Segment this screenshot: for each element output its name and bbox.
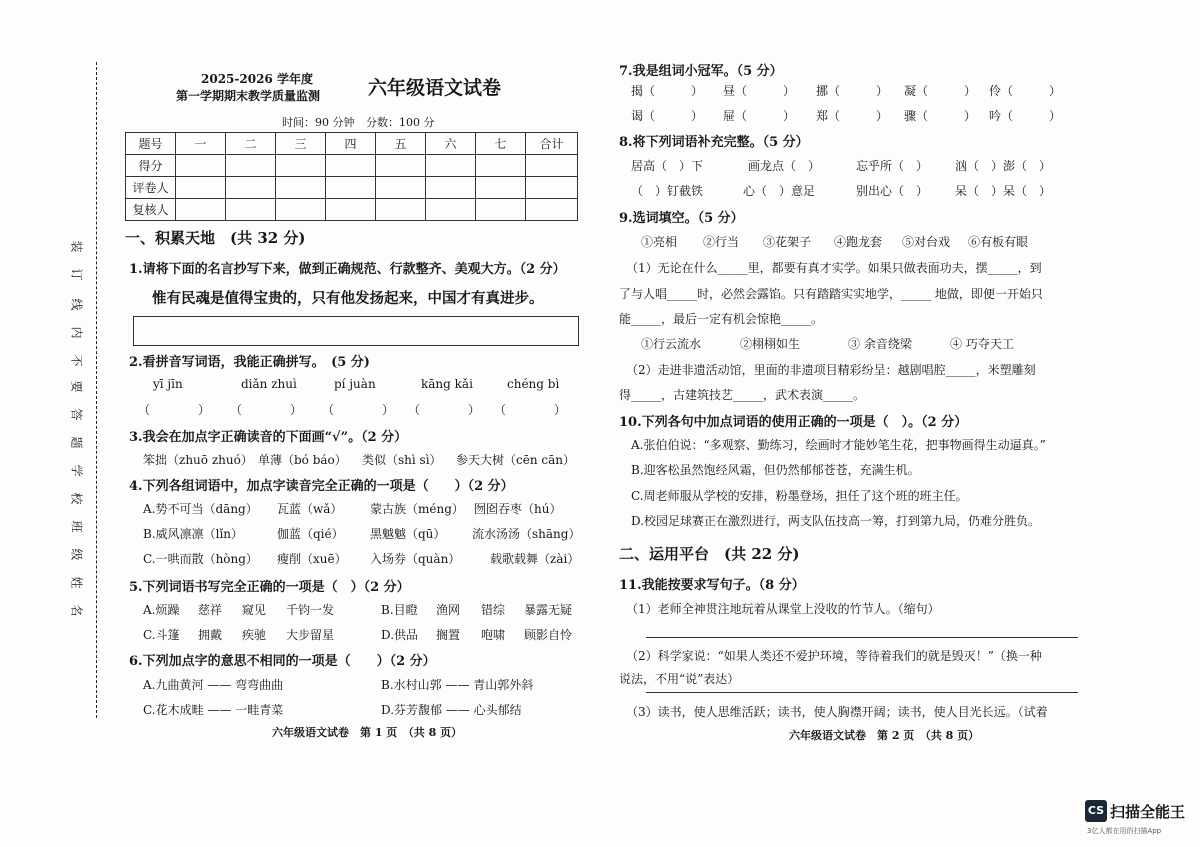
q5-word: 暴露无疑 (524, 603, 573, 617)
question-8: 8.将下列词语补充完整。（5 分） (619, 135, 809, 150)
q8-item[interactable]: 忘乎所（ ） (856, 159, 929, 173)
q8-item[interactable]: 呆（ ）呆（ ） (955, 184, 1052, 198)
q5-word: B.目瞪 (381, 603, 418, 617)
side-label: 班 (69, 520, 84, 533)
q4-option: 伽蓝（qié） (277, 527, 344, 541)
score-row-label: 评卷人 (126, 177, 176, 199)
watermark-tagline: 3亿人都在用的扫描App (1087, 827, 1162, 835)
question-5: 5.下列词语书写完全正确的一项是（ ）（2 分） (129, 580, 410, 595)
q6-option: D.芬芳馥郁 —— 心头郁结 (381, 703, 522, 717)
score-table (125, 132, 578, 221)
question-4: 4.下列各组词语中，加点字读音完全正确的一项是（ ）（2 分） (129, 479, 514, 494)
score-cell[interactable] (326, 199, 376, 221)
side-label: 内 (69, 326, 84, 339)
pinyin: pí juàn (334, 377, 376, 391)
q5-word: 疾驰 (242, 628, 267, 642)
score-header: 四 (326, 133, 376, 155)
side-label: 订 (69, 268, 84, 281)
score-header: 合计 (526, 133, 578, 155)
question-7: 7.我是组词小冠军。（5 分） (619, 64, 783, 79)
q5-word: C.斗篷 (143, 628, 180, 642)
q11-item: （3）读书，使人思维活跃；读书，使人胸襟开阔；读书，使人目光长远。（试着 (626, 705, 1048, 719)
score-cell[interactable] (176, 155, 226, 177)
score-cell[interactable] (276, 177, 326, 199)
q5-word: 顾影自怜 (524, 628, 573, 642)
q7-item[interactable]: 凝（ ） (904, 84, 977, 98)
answer-paren[interactable]: （ ） (230, 403, 303, 417)
side-label: 姓 (69, 576, 84, 589)
question-1: 1.请将下面的名言抄写下来，做到正确规范、行款整齐、美观大方。（2 分） (129, 262, 566, 277)
score-cell[interactable] (226, 199, 276, 221)
score-cell[interactable] (226, 177, 276, 199)
q7-item[interactable]: 吟（ ） (989, 109, 1062, 123)
score-header: 二 (226, 133, 276, 155)
side-label: 装 (69, 240, 84, 253)
q10-option: C.周老师服从学校的安排，粉墨登场，担任了这个班的班主任。 (631, 489, 968, 503)
binding-dashed-line (96, 62, 97, 718)
q10-option: A.张伯伯说：“多观察、勤练习，绘画时才能妙笔生花，把事物画得生动逼真。” (631, 438, 1046, 452)
score-cell[interactable] (526, 155, 578, 177)
q7-item[interactable]: 骤（ ） (904, 109, 977, 123)
q11-item: （1）老师全神贯注地玩着从课堂上没收的竹节人。（缩句） (626, 602, 940, 616)
answer-line[interactable] (646, 692, 1078, 693)
side-label: 名 (69, 604, 84, 617)
exam-time: 时间：90 分钟 (282, 116, 355, 129)
pinyin: yī jīn (153, 377, 183, 391)
school-year: 2025-2026 学年度 (201, 72, 313, 86)
score-header: 题号 (126, 133, 176, 155)
q3-item[interactable]: 笨拙（zhuō zhuó） (143, 453, 253, 467)
q3-item[interactable]: 单薄（bó báo） (258, 453, 347, 467)
score-cell[interactable] (226, 155, 276, 177)
q5-word: 慈祥 (198, 603, 223, 617)
quote-text: 惟有民魂是值得宝贵的，只有他发扬起来，中国才有真进步。 (152, 290, 544, 307)
score-cell[interactable] (426, 199, 476, 221)
q4-option: A.势不可当（dāng） (143, 502, 258, 516)
q4-option: C.一哄而散（hòng） (143, 552, 258, 566)
section-1-heading: 一、积累天地 (共 32 分) (125, 229, 306, 247)
q4-option: 蒙古族（méng） (370, 502, 464, 516)
question-10: 10.下列各句中加点词语的使用正确的一项是（ ）。（2 分） (619, 415, 968, 430)
exam-score: 分数：100 分 (366, 116, 435, 129)
q9-option: ⑥有板有眼 (968, 235, 1029, 249)
q4-option: 瓦蓝（wǎ） (277, 502, 343, 516)
q4-option: 载歌载舞（zài） (490, 552, 580, 566)
section-2-heading: 二、运用平台 (共 22 分) (619, 545, 800, 563)
score-cell[interactable] (276, 199, 326, 221)
side-label: 题 (69, 436, 84, 449)
question-6: 6.下列加点字的意思不相同的一项是（ ）（2 分） (129, 654, 436, 669)
side-label: 校 (69, 492, 84, 505)
q8-item[interactable]: 画龙点（ ） (748, 159, 821, 173)
score-header: 六 (426, 133, 476, 155)
q9-option: ①行云流水 (641, 337, 702, 351)
q7-item[interactable]: 挪（ ） (816, 84, 889, 98)
answer-paren[interactable]: （ ） (138, 403, 211, 417)
answer-paren[interactable]: （ ） (494, 403, 567, 417)
page-footer-right: 六年级语文试卷 第 2 页 （共 8 页） (789, 729, 980, 742)
q9-option: ②栩栩如生 (740, 337, 801, 351)
camscanner-logo-icon: CS (1085, 800, 1107, 822)
question-11: 11.我能按要求写句子。（8 分） (619, 578, 805, 593)
q8-item[interactable]: 别出心（ ） (856, 184, 929, 198)
score-header: 一 (176, 133, 226, 155)
q9-option: ④ 巧夺天工 (950, 337, 1014, 351)
answer-line[interactable] (646, 637, 1078, 638)
q6-option: C.花木成畦 —— 一畦青菜 (143, 703, 284, 717)
q5-word: A.烦躁 (143, 603, 180, 617)
q7-item[interactable]: 揭（ ） (631, 84, 704, 98)
side-label: 线 (69, 298, 84, 311)
q5-word: D.供品 (381, 628, 419, 642)
side-label: 答 (69, 408, 84, 421)
q6-option: A.九曲黄河 —— 弯弯曲曲 (143, 678, 284, 692)
side-label: 不 (69, 354, 84, 367)
q9-option: ③花架子 (763, 235, 812, 249)
score-header: 三 (276, 133, 326, 155)
q8-item[interactable]: 心（ ）意足 (743, 184, 816, 198)
q9-passage: 了与人唱_____时，必然会露馅。只有踏踏实实地学，_____ 地做，即便一开始只 (619, 287, 1043, 301)
q3-item[interactable]: 类似（shì sì） (362, 453, 442, 467)
score-cell[interactable] (476, 155, 526, 177)
score-cell[interactable] (476, 199, 526, 221)
q5-word: 大步留星 (286, 628, 335, 642)
q10-option: B.迎客松虽然饱经风霜，但仍然郁郁苍苍，充满生机。 (631, 463, 920, 477)
score-cell[interactable] (326, 177, 376, 199)
score-cell[interactable] (476, 177, 526, 199)
q9-option: ②行当 (703, 235, 740, 249)
q8-item[interactable]: 居高（ ）下 (631, 159, 704, 173)
q9-option: ⑤对台戏 (902, 235, 951, 249)
q5-word: 拥戴 (198, 628, 223, 642)
q9-option: ④跑龙套 (834, 235, 883, 249)
q7-item[interactable]: 昼（ ） (723, 84, 796, 98)
q3-item[interactable]: 参天大树（cēn cān） (456, 453, 575, 467)
score-header: 五 (376, 133, 426, 155)
q6-option: B.水村山郭 —— 青山郭外斜 (381, 678, 534, 692)
score-row-label: 得分 (126, 155, 176, 177)
q7-item[interactable]: 伶（ ） (989, 84, 1062, 98)
q5-word: 窥见 (242, 603, 267, 617)
q8-item[interactable]: （ ）钉截铁 (631, 184, 704, 198)
score-row-label: 复核人 (126, 199, 176, 221)
score-cell[interactable] (176, 177, 226, 199)
pinyin: chéng bì (507, 377, 560, 391)
score-cell[interactable] (176, 199, 226, 221)
page-footer-left: 六年级语文试卷 第 1 页 （共 8 页） (272, 726, 463, 739)
score-cell[interactable] (276, 155, 326, 177)
watermark-brand: 扫描全能王 (1110, 803, 1186, 821)
q4-option: B.威风凛凛（lǐn） (143, 527, 244, 541)
q9-passage: （2）走进非遗活动馆，里面的非遗项目精彩纷呈：越剧唱腔_____，米塑雕刻 (626, 363, 1036, 377)
q5-word: 渔网 (436, 603, 461, 617)
q5-word: 错综 (481, 603, 506, 617)
q7-item[interactable]: 屉（ ） (723, 109, 796, 123)
score-cell[interactable] (426, 177, 476, 199)
side-label: 学 (69, 464, 84, 477)
copy-answer-box[interactable] (133, 316, 579, 346)
q11-item: 说法，不用“说”表达） (619, 672, 740, 686)
answer-paren[interactable]: （ ） (322, 403, 395, 417)
pinyin: diǎn zhuì (241, 377, 297, 391)
score-cell[interactable] (326, 155, 376, 177)
question-9: 9.选词填空。（5 分） (619, 211, 744, 226)
q11-item: （2）科学家说：“如果人类还不爱护环境，等待着我们的就是毁灭！”（换一种 (626, 649, 1042, 663)
question-3: 3.我会在加点字正确读音的下面画“√”。（2 分） (129, 430, 408, 445)
q7-item[interactable]: 谒（ ） (631, 109, 704, 123)
q8-item[interactable]: 汹（ ）澎（ ） (955, 159, 1052, 173)
q4-option: 囫囵吞枣（hú） (474, 502, 562, 516)
score-header: 七 (476, 133, 526, 155)
q4-option: 黑魆魆（qū） (370, 527, 446, 541)
score-cell[interactable] (526, 177, 578, 199)
q4-option: 瘦削（xuē） (277, 552, 347, 566)
question-2: 2.看拼音写词语，我能正确拼写。 (5 分) (129, 355, 370, 370)
q4-option: 流水汤汤（shāng） (472, 527, 581, 541)
side-label: 级 (69, 548, 84, 561)
q10-option: D.校园足球赛正在激烈进行，两支队伍技高一筹，打到第九局，仍难分胜负。 (631, 514, 1041, 528)
q9-option: ③ 余音绕梁 (848, 337, 912, 351)
q9-option: ①亮相 (641, 235, 678, 249)
q5-word: 搁置 (436, 628, 461, 642)
q4-option: 入场券（quàn） (370, 552, 461, 566)
q9-passage: 得_____，古建筑技艺_____，武术表演_____。 (619, 388, 866, 402)
score-cell[interactable] (376, 177, 426, 199)
exam-term: 第一学期期末教学质量监测 (176, 89, 321, 103)
q9-passage: 能_____，最后一定有机会惊艳_____。 (619, 312, 824, 326)
score-cell[interactable] (426, 155, 476, 177)
side-label: 要 (69, 380, 84, 393)
q9-passage: （1）无论在什么_____里，都要有真才实学。如果只做表面功夫，摆_____，到 (626, 261, 1042, 275)
score-cell[interactable] (526, 199, 578, 221)
q5-word: 咆啸 (481, 628, 506, 642)
pinyin: kāng kǎi (421, 377, 473, 391)
q7-item[interactable]: 郑（ ） (816, 109, 889, 123)
score-cell[interactable] (376, 155, 426, 177)
q5-word: 千钧一发 (286, 603, 335, 617)
score-cell[interactable] (376, 199, 426, 221)
page-title: 六年级语文试卷 (368, 77, 502, 99)
answer-paren[interactable]: （ ） (408, 403, 481, 417)
